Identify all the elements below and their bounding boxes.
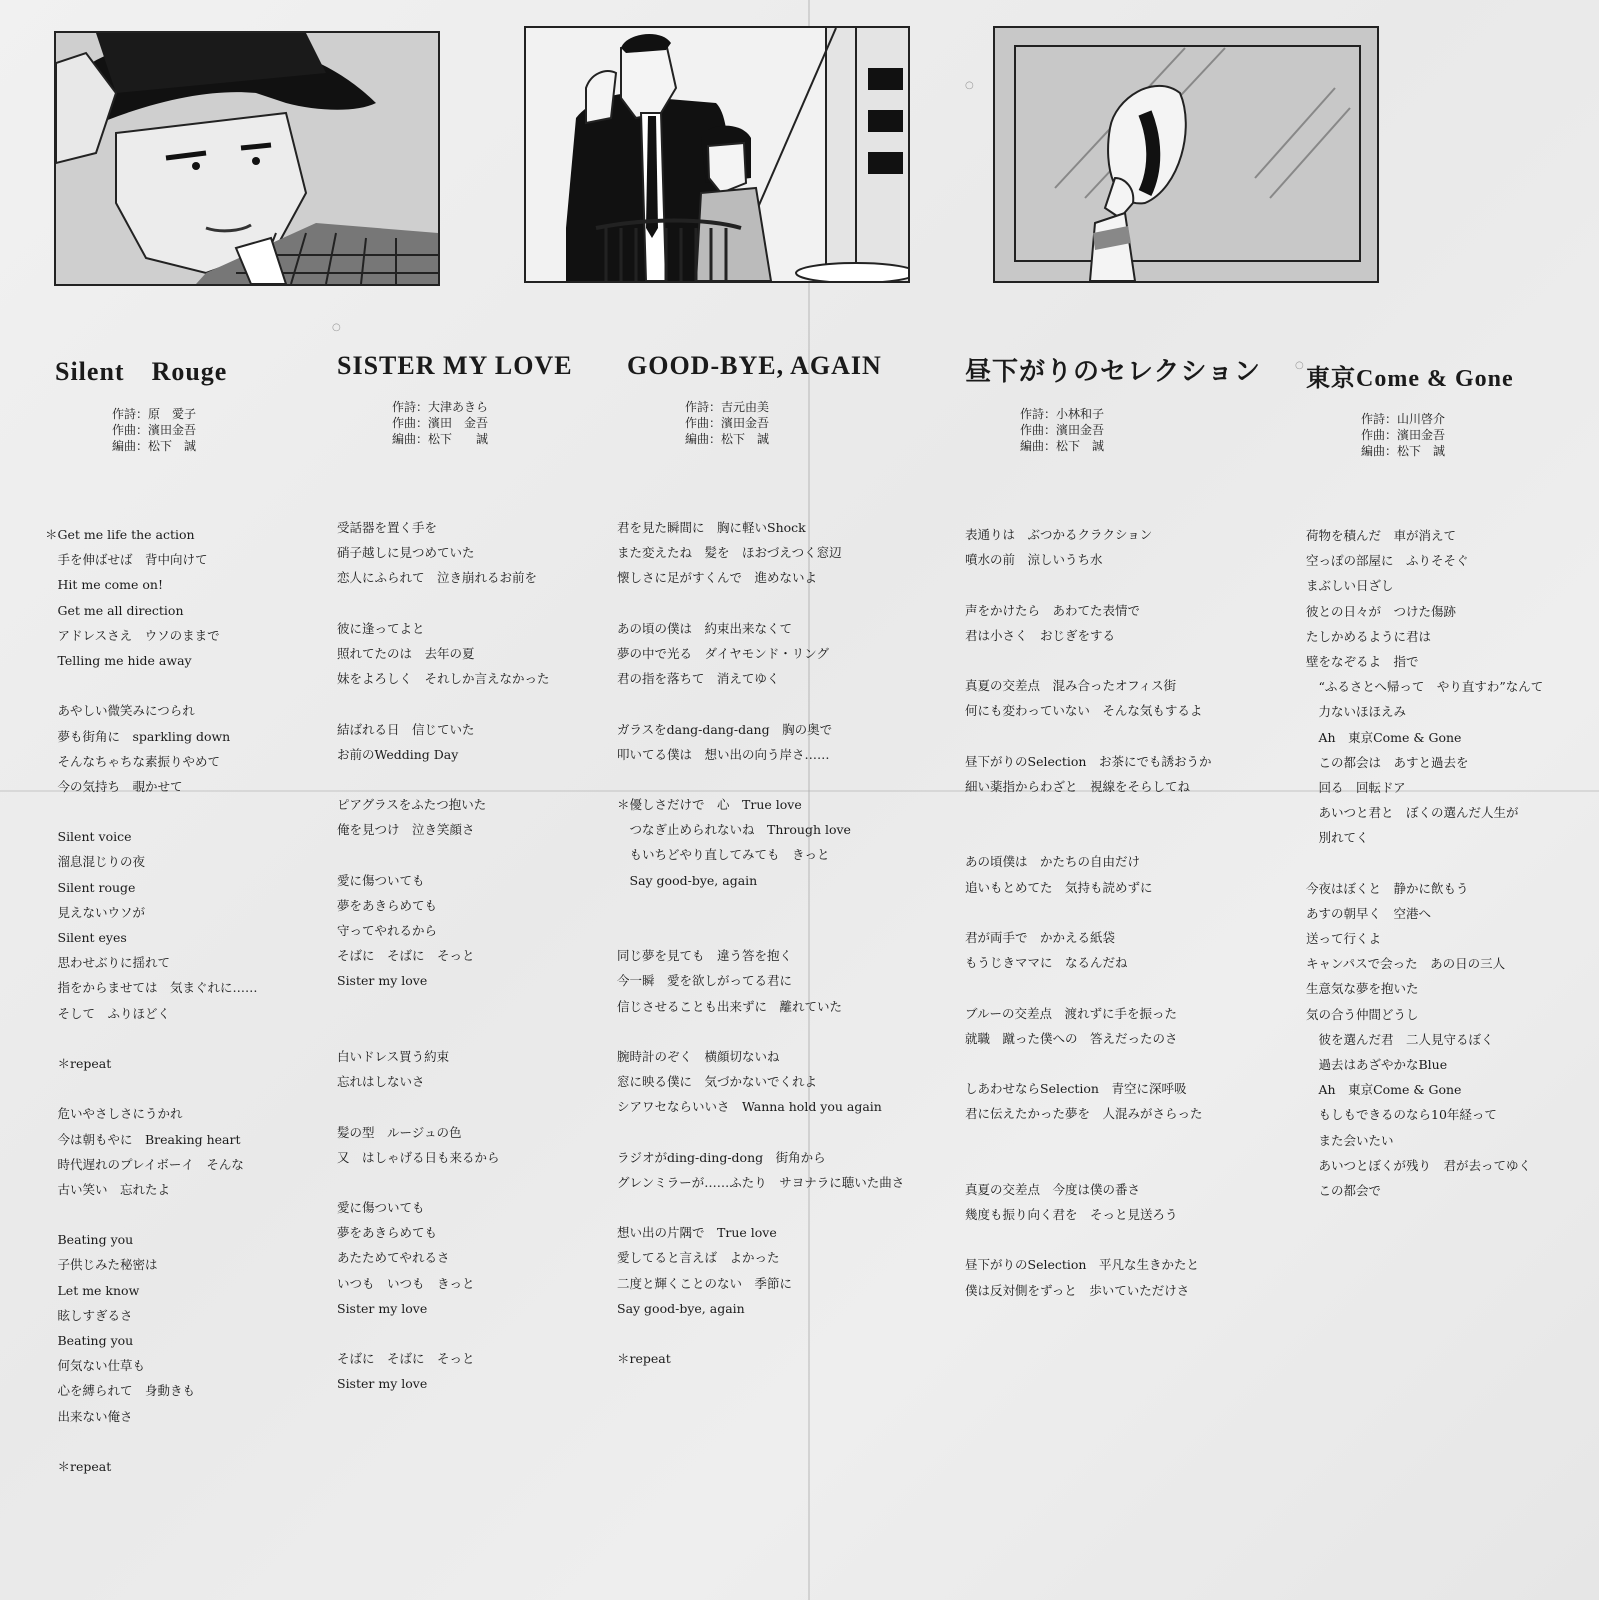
lyric-line: 表通りは ぶつかるクラクション (965, 527, 1153, 542)
lyric-line: 危いやさしさにうかれ (45, 1106, 183, 1122)
lyric-line (617, 691, 904, 716)
lyric-line: もしもできるのなら10年経って (1306, 1107, 1497, 1123)
lyric-line: 時代遅れのプレイボーイ そんな (45, 1156, 244, 1172)
lyric-line: ブルーの交差点 渡れずに手を振った (965, 1005, 1178, 1021)
lyric-line (1306, 850, 1543, 875)
lyric-line: この都会は あすと過去を (1306, 754, 1469, 770)
lyric-line (965, 1152, 1261, 1177)
lyric-line: ＊優しさだけで 心 True love (617, 797, 802, 813)
lyric-line: キャンパスで会った あの日の三人 (1306, 956, 1506, 972)
song-title: SISTER MY LOVE (337, 351, 573, 380)
song-title: GOOD-BYE, AGAIN (627, 351, 882, 380)
lyric-line: 出来ない俺さ (45, 1408, 133, 1424)
lyric-line: 追いもとめてた 気持も読めずに (965, 879, 1153, 895)
lyric-line: あいつとぼくが残り 君が去ってゆく (1306, 1157, 1532, 1173)
lyric-line (617, 1120, 904, 1145)
lyric-line: ＊repeat (45, 1458, 112, 1474)
lyric-line: ＊Get me life the action (45, 527, 195, 542)
lyric-line: 昼下がりのSelection お茶にでも誘おうか (965, 753, 1212, 769)
lyric-line: Sister my love (337, 973, 428, 989)
song-silent-rouge (45, 351, 258, 1479)
lyric-line: 窓に映る僕に 気づかないでくれよ (617, 1074, 818, 1090)
illustration-man-in-hat (54, 31, 440, 286)
lyric-line: 守ってやれるから (337, 923, 438, 938)
lyric-line: シアワセならいいさ Wanna hold you again (617, 1099, 882, 1115)
lyric-line: そして ふりほどく (45, 1005, 171, 1021)
lyric-line: ラジオがding-ding-dong 街角から (617, 1149, 826, 1165)
lyric-line: そんなちゃちな素振りやめて (45, 753, 221, 769)
lyric-line: 今一瞬 愛を欲しがってる君に (617, 973, 793, 989)
lyric-line (965, 975, 1261, 1000)
song-hirusagari-no-selection (965, 351, 1261, 1303)
registration-mark: ○ (332, 322, 341, 333)
lyric-line (965, 648, 1261, 673)
lyric-line: 彼を選んだ君 二人見守るぼく (1306, 1031, 1494, 1047)
lyric-line: 白いドレス買う約束 (337, 1048, 450, 1064)
lyric-line: 想い出の片隅で True love (617, 1225, 777, 1241)
song-sister-my-love (337, 351, 573, 1397)
lyricist-credit: 作詩：大津あきら (392, 400, 489, 414)
illustration-couple-at-cafe (524, 26, 910, 283)
lyric-line: お前のWedding Day (337, 746, 459, 762)
lyric-line: 夢をあきらめても (337, 897, 438, 913)
lyric-line: 真夏の交差点 混み合ったオフィス街 (965, 678, 1177, 694)
lyric-line (337, 591, 573, 616)
lyric-line (965, 824, 1261, 849)
lyric-line: 就職 蹴った僕への 答えだったのさ (965, 1030, 1178, 1046)
arranger-credit: 編曲：松下 誠 (1020, 439, 1105, 453)
lyric-line (617, 1321, 904, 1346)
lyric-line (617, 767, 904, 792)
lyric-line: “ふるさとへ帰って やり直すわ”なんて (1306, 679, 1544, 695)
lyric-line: 空っぽの部屋に ふりそそぐ (1306, 553, 1469, 569)
composer-credit: 作曲：濱田 金吾 (392, 416, 489, 430)
lyric-line (337, 1321, 573, 1346)
lyric-line: 信じさせることも出来ずに 離れていた (617, 998, 843, 1014)
lyric-line: 昼下がりのSelection 平凡な生きかたと (965, 1257, 1199, 1273)
lyric-line: 送って行くよ (1306, 931, 1382, 946)
lyric-line: Ah 東京Come & Gone (1306, 1082, 1462, 1098)
lyric-line: Silent rouge (45, 879, 136, 895)
lyric-line (965, 724, 1261, 749)
lyric-line: そばに そばに そっと (337, 948, 475, 964)
lyric-line: あの頃僕は かたちの自由だけ (965, 854, 1141, 870)
arranger-credit: 編曲：松下 誠 (112, 439, 197, 453)
song-lyrics (965, 522, 1261, 1303)
lyric-line: 君の指を落ちて 消えてゆく (617, 671, 780, 687)
lyric-line: 気の合う仲間どうし (1306, 1006, 1419, 1022)
lyric-line: ガラスをdang-dang-dang 胸の奥で (617, 721, 833, 737)
lyric-line: また会いたい (1306, 1132, 1394, 1148)
composer-credit: 作曲：濱田金吾 (112, 423, 197, 437)
lyric-line: 幾度も振り向く君を そっと見送ろう (965, 1207, 1178, 1223)
lyric-line: 過去はあざやかなBlue (1306, 1056, 1448, 1072)
lyric-line: 愛してると言えば よかった (617, 1250, 780, 1266)
song-lyrics (45, 522, 258, 1479)
lyric-line (337, 1170, 573, 1195)
lyric-line: しあわせならSelection 青空に深呼吸 (965, 1081, 1187, 1097)
lyric-line: アドレスさえ ウソのままで (45, 627, 220, 643)
lyric-line: 妹をよろしく それしか言えなかった (337, 671, 550, 687)
song-lyrics (337, 515, 573, 1397)
lyric-line: 同じ夢を見ても 違う答を抱く (617, 948, 793, 964)
lyricist-credit: 作詩：原 愛子 (112, 407, 197, 421)
lyric-line: 溜息混じりの夜 (45, 854, 146, 870)
lyric-line: 君は小さく おじぎをする (965, 627, 1116, 643)
arranger-credit: 編曲：松下 誠 (685, 432, 770, 446)
lyric-line: 受話器を置く手を (337, 520, 438, 535)
lyric-line: 夢も街角に sparkling down (45, 728, 231, 744)
song-title: 東京Come & Gone (1306, 366, 1514, 392)
lyric-line (337, 767, 573, 792)
lyric-line: 噴水の前 涼しいうち水 (965, 552, 1103, 568)
lyric-line: 恋人にふられて 泣き崩れるお前を (337, 570, 538, 586)
song-tokyo-come-and-gone (1306, 358, 1543, 1203)
lyric-line (337, 691, 573, 716)
lyric-line: つなぎ止められないね Through love (617, 822, 851, 838)
lyric-line (965, 1051, 1261, 1076)
lyric-line: また変えたね 髪を ほおづえつく窓辺 (617, 545, 842, 561)
lyric-line: ピアグラスをふたつ抱いた (337, 797, 487, 813)
lyric-line: 声をかけたら あわてた表情で (965, 602, 1141, 618)
lyric-line (45, 1202, 258, 1227)
lyric-line: Ah 東京Come & Gone (1306, 729, 1462, 745)
lyric-line: そばに そばに そっと (337, 1351, 475, 1367)
lyric-line (965, 1227, 1261, 1252)
lyric-line: 力ないほほえみ (1306, 704, 1407, 720)
song-good-bye-again (617, 351, 905, 1371)
song-credits (55, 406, 258, 454)
lyric-line: 心を縛られて 身動きも (45, 1383, 196, 1399)
composer-credit: 作曲：濱田金吾 (1361, 428, 1446, 442)
song-credits (965, 406, 1261, 454)
lyric-line: この都会で (1306, 1182, 1382, 1198)
lyric-line: 髪の型 ルージュの色 (337, 1124, 462, 1140)
lyric-line: 懐しさに足がすくんで 進めないよ (617, 570, 818, 586)
lyric-line: Say good-bye, again (617, 1300, 745, 1316)
lyric-line: もうじきママに なるんだね (965, 955, 1128, 971)
lyric-line: 荷物を積んだ 車が消えて (1306, 528, 1457, 543)
lyric-line: Silent eyes (45, 930, 127, 945)
lyric-line: あたためてやれるさ (337, 1250, 450, 1266)
lyric-line: たしかめるように君は (1306, 628, 1432, 644)
song-credits (627, 399, 904, 447)
lyric-line: 子供じみた秘密は (45, 1257, 158, 1273)
lyric-line: 君を見た瞬間に 胸に軽いShock (617, 520, 806, 535)
arranger-credit: 編曲：松下 誠 (392, 432, 489, 446)
lyric-line: 彼との日々が つけた傷跡 (1306, 603, 1457, 619)
lyric-line: 忘れはしないさ (337, 1074, 425, 1090)
lyric-line: あすの朝早く 空港へ (1306, 905, 1432, 921)
lyric-line: 今夜はぼくと 静かに飲もう (1306, 880, 1469, 896)
lyric-line: 夢をあきらめても (337, 1225, 438, 1241)
lyric-line: 眩しすぎるさ (45, 1307, 133, 1323)
song-lyrics (617, 515, 904, 1371)
lyric-line: Telling me hide away (45, 652, 192, 668)
composer-credit: 作曲：濱田金吾 (1020, 423, 1105, 437)
lyric-line (45, 1076, 258, 1101)
lyric-line: 君に伝えたかった夢を 人混みがさらった (965, 1106, 1203, 1122)
lyric-line: 何にも変わっていない そんな気もするよ (965, 703, 1203, 719)
registration-mark: ○ (965, 80, 974, 91)
lyric-line: 古い笑い 忘れたよ (45, 1181, 171, 1197)
illustration-hand-raising-hat (993, 26, 1379, 283)
lyric-line: Say good-bye, again (617, 872, 758, 888)
lyric-line (337, 1019, 573, 1044)
registration-mark: ○ (1295, 360, 1304, 371)
song-title: 昼下がりのセレクション (965, 357, 1261, 386)
lyric-line: 愛に傷ついても (337, 1200, 425, 1216)
lyric-line: 見えないウソが (45, 904, 146, 920)
lyric-line: いつも いつも きっと (337, 1275, 475, 1291)
song-credits (337, 399, 573, 447)
lyric-line: Sister my love (337, 1376, 428, 1392)
lyric-line: 二度と輝くことのない 季節に (617, 1275, 793, 1291)
lyric-line: Sister my love (337, 1300, 428, 1316)
lyric-line: 真夏の交差点 今度は僕の番さ (965, 1181, 1141, 1197)
lyric-line: 君が両手で かかえる紙袋 (965, 930, 1116, 945)
lyric-line (617, 591, 904, 616)
lyric-line: 思わせぶりに揺れて (45, 955, 171, 971)
lyric-line (617, 1195, 904, 1220)
lyric-line: 照れてたのは 去年の夏 (337, 645, 475, 661)
lyric-line: 腕時計のぞく 横顔切ないね (617, 1048, 780, 1064)
lyric-line (45, 673, 258, 698)
lyric-line: 生意気な夢を抱いた (1306, 981, 1419, 997)
lyric-line: ＊repeat (617, 1351, 671, 1367)
lyricist-credit: 作詩：吉元由美 (685, 400, 770, 414)
lyric-line: 愛に傷ついても (337, 872, 425, 888)
lyric-line: 夢の中で光る ダイヤモンド・リング (617, 645, 830, 661)
lyric-line: 僕は反対側をずっと 歩いていただけさ (965, 1282, 1190, 1298)
lyric-line: 俺を見つけ 泣き笑顔さ (337, 822, 475, 838)
song-lyrics (1306, 523, 1543, 1203)
song-credits (1306, 411, 1543, 459)
lyric-line: 別れてく (1306, 830, 1369, 846)
lyric-line: Hit me come on! (45, 577, 163, 593)
lyric-line (965, 799, 1261, 824)
lyric-line (337, 842, 573, 867)
lyric-line: まぶしい日ざし (1306, 578, 1394, 594)
lyric-line: あいつと君と ぼくの選んだ人生が (1306, 805, 1519, 821)
lyric-line: 何気ない仕草も (45, 1358, 146, 1374)
lyric-line: 壁をなぞるよ 指で (1306, 653, 1419, 669)
lyric-line: 回る 回転ドア (1306, 779, 1406, 795)
lyric-line: 彼に逢ってよと (337, 620, 425, 636)
lyric-line: あやしい微笑みにつられ (45, 703, 195, 719)
lyric-line: ＊repeat (45, 1055, 112, 1071)
lyric-line: Silent voice (45, 829, 132, 845)
lyric-line (45, 1026, 258, 1051)
lyric-line: あの頃の僕は 約束出来なくて (617, 620, 793, 636)
lyric-line (45, 799, 258, 824)
lyric-line: 叩いてる僕は 想い出の向う岸さ…… (617, 746, 830, 762)
lyric-line: 今の気持ち 覗かせて (45, 778, 183, 794)
lyric-line: Let me know (45, 1282, 140, 1298)
lyric-line: 手を伸ばせば 背中向けて (45, 552, 208, 568)
lyricist-credit: 作詩：山川啓介 (1361, 412, 1446, 426)
lyric-line: もいちどやり直してみても きっと (617, 847, 830, 863)
lyric-line: Beating you (45, 1333, 134, 1348)
lyric-line (45, 1429, 258, 1454)
composer-credit: 作曲：濱田金吾 (685, 416, 770, 430)
arranger-credit: 編曲：松下 誠 (1361, 444, 1446, 458)
song-title: Silent Rouge (55, 357, 228, 386)
lyric-line: 結ばれる日 信じていた (337, 721, 475, 737)
lyric-line: 指をからませては 気まぐれに…… (45, 980, 258, 996)
lyric-line (965, 1127, 1261, 1152)
lyric-line (965, 900, 1261, 925)
lyric-line (965, 572, 1261, 597)
lyric-line: 硝子越しに見つめていた (337, 545, 475, 561)
lyric-line: 細い薬指からわざと 視線をそらしてね (965, 778, 1191, 794)
lyric-line: グレンミラーが……ふたり サヨナラに聴いた曲さ (617, 1174, 905, 1190)
lyric-line (617, 1019, 904, 1044)
lyric-line (617, 893, 904, 918)
lyric-line: Get me all direction (45, 602, 184, 618)
lyric-line: 今は朝もやに Breaking heart (45, 1131, 241, 1147)
lyric-line (337, 994, 573, 1019)
lyric-line (337, 1094, 573, 1119)
lyric-line: Beating you (45, 1232, 134, 1248)
lyricist-credit: 作詩：小林和子 (1020, 407, 1105, 421)
lyric-line (617, 918, 904, 943)
lyric-line: 又 はしゃげる日も来るから (337, 1149, 500, 1165)
